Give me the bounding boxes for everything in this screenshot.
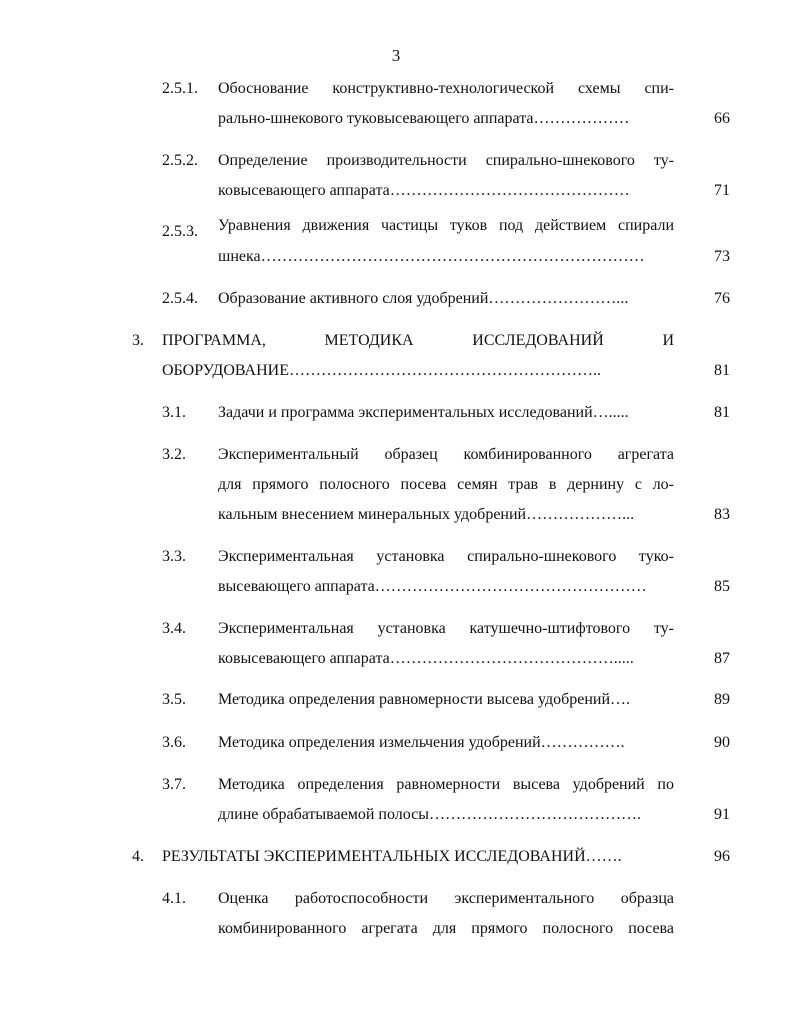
toc-entry-number: 2.5.2.	[162, 152, 198, 169]
toc-entry-text: Оценка работоспособности экспериментального образца	[218, 890, 674, 907]
toc-entry-number: 2.5.1.	[162, 80, 198, 97]
toc-entry-number: 3.5.	[162, 691, 186, 708]
toc-entry-text: Задачи и программа экспериментальных исследований….....	[218, 404, 629, 421]
toc-entry-text: длине обрабатываемой полосы………………………………….	[218, 806, 641, 823]
toc-entry-page: 76	[714, 290, 730, 307]
toc-entry-number: 3.6.	[162, 734, 186, 751]
toc-entry-number: 4.1.	[162, 890, 186, 907]
toc-entry-page: 87	[714, 650, 730, 667]
toc-entry-text: Методика определения равномерности высева удобрений по	[218, 776, 674, 793]
toc-entry-text: ковысевающего аппарата………………………………………	[218, 182, 630, 199]
toc-entry-text: РЕЗУЛЬТАТЫ ЭКСПЕРИМЕНТАЛЬНЫХ ИССЛЕДОВАНИЙ…….	[162, 848, 622, 865]
toc-entry-text: шнека………………………………………………………………	[218, 248, 645, 265]
toc-entry-text: Уравнения движения частицы туков под действием спирали	[218, 217, 674, 234]
toc-entry-text: ковысевающего аппарата…………………………………….....	[218, 650, 634, 667]
toc-entry-text: Методика определения измельчения удобрений…………….	[218, 734, 625, 751]
toc-entry-page: 89	[714, 691, 730, 708]
toc-entry-text: Экспериментальный образец комбинированного агрегата	[218, 446, 674, 463]
toc-entry-page: 66	[714, 110, 730, 127]
toc-entry-number: 3.7.	[162, 776, 186, 793]
toc-entry-text: Экспериментальная установка спирально-шнекового туко-	[218, 548, 674, 565]
toc-entry-text: Обоснование конструктивно-технологической схемы спи-	[218, 80, 674, 97]
toc-entry-page: 90	[714, 734, 730, 751]
toc-entry-page: 96	[714, 848, 730, 865]
toc-entry-page: 85	[714, 578, 730, 595]
toc-entry-text: комбинированного агрегата для прямого полосного посева	[218, 920, 674, 937]
toc-entry-page: 83	[714, 506, 730, 523]
toc-entry-text: кальным внесением минеральных удобрений………………...	[218, 506, 635, 523]
toc-entry-text: Образование активного слоя удобрений……………………...	[218, 290, 629, 307]
toc-entry-page: 91	[714, 806, 730, 823]
toc-entry-number: 2.5.4.	[162, 290, 198, 307]
toc-entry-number: 3.4.	[162, 620, 186, 637]
toc-entry-text: рально-шнекового туковысевающего аппарата………………	[218, 110, 630, 127]
toc-entry-page: 71	[714, 182, 730, 199]
toc-entry-number: 2.5.3.	[162, 223, 198, 240]
toc-entry-number: 3.	[132, 332, 144, 349]
toc-entry-page: 81	[714, 362, 730, 379]
toc-entry-text: ПРОГРАММА, МЕТОДИКА ИССЛЕДОВАНИЙ И	[162, 332, 674, 349]
toc-entry-text: для прямого полосного посева семян трав в дернину с ло-	[218, 476, 674, 493]
toc-entry-text: Методика определения равномерности высева удобрений….	[218, 691, 631, 708]
toc-entry-number: 4.	[132, 848, 144, 865]
toc-entry-text: Определение производительности спирально-шнекового ту-	[218, 152, 674, 169]
toc-entry-number: 3.2.	[162, 446, 186, 463]
toc-entry-page: 81	[714, 404, 730, 421]
toc-entry-page: 73	[714, 248, 730, 265]
toc-entry-text: высевающего аппарата……………………………………………	[218, 578, 647, 595]
toc-entry-text: ОБОРУДОВАНИЕ…………………………………………………..	[162, 362, 601, 379]
toc-entry-number: 3.3.	[162, 548, 186, 565]
toc-entry-number: 3.1.	[162, 404, 186, 421]
toc-entry-text: Экспериментальная установка катушечно-штифтового ту-	[218, 620, 674, 637]
page-number: 3	[391, 46, 401, 65]
